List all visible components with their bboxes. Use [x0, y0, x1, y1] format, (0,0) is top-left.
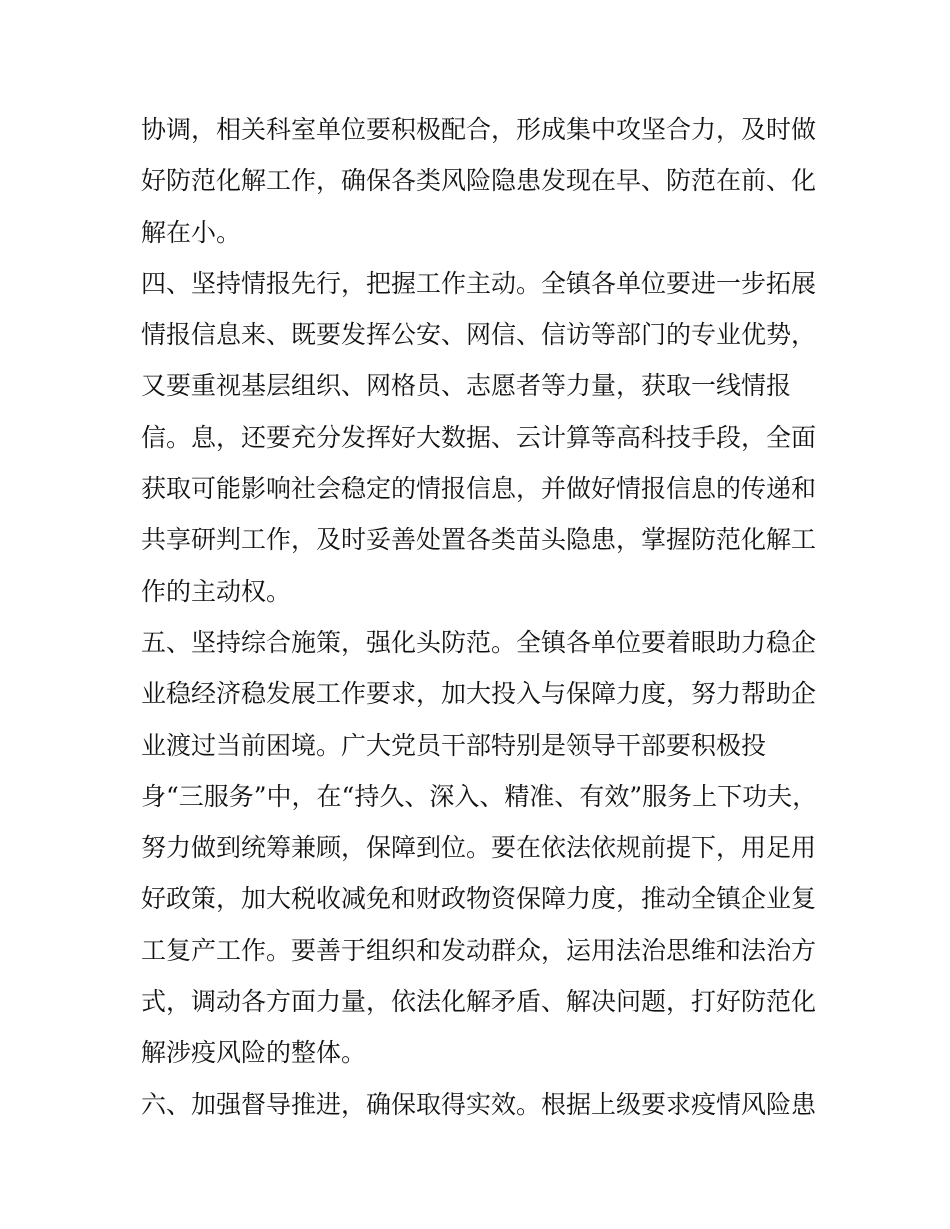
- text-line: 五、坚持综合施策，强化头防范。全镇各单位要着眼助力稳企: [141, 627, 817, 657]
- text-line: 式，调动各方面力量，依法化解矛盾、解决问题，打好防范化: [141, 987, 817, 1017]
- text-line: 六、加强督导推进，确保取得实效。根据上级要求疫情风险患: [141, 1089, 817, 1119]
- text-line: 作的主动权。: [141, 576, 292, 606]
- text-line: 业稳经济稳发展工作要求，加大投入与保障力度，努力帮助企: [141, 679, 817, 709]
- text-line: 努力做到统筹兼顾，保障到位。要在依法依规前提下，用足用: [141, 833, 817, 863]
- body-text: [141, 104, 821, 1130]
- text-line: 获取可能影响社会稳定的情报信息，并做好情报信息的传递和: [141, 474, 817, 504]
- text-line: 情报信息来、既要发挥公安、网信、信访等部门的专业优势，: [141, 320, 817, 350]
- text-line: 又要重视基层组织、网格员、志愿者等力量，获取一线情报: [141, 371, 792, 401]
- text-line: 解在小。: [141, 217, 242, 247]
- text-line: 好防范化解工作，确保各类风险隐患发现在早、防范在前、化: [141, 166, 817, 196]
- text-line: 好政策，加大税收减免和财政物资保障力度，推动全镇企业复: [141, 884, 817, 914]
- text-line: 四、坚持情报先行，把握工作主动。全镇各单位要进一步拓展: [141, 268, 817, 298]
- text-line: 身“三服务”中，在“持久、深入、精准、有效”服务上下功夫，: [141, 781, 818, 811]
- text-line: 共享研判工作，及时妥善处置各类苗头隐患，掌握防范化解工: [141, 525, 817, 555]
- text-line: 协调，相关科室单位要积极配合，形成集中攻坚合力，及时做: [141, 115, 817, 144]
- text-line: 信。息，还要充分发挥好大数据、云计算等高科技手段，全面: [141, 422, 817, 452]
- text-line: 工复产工作。要善于组织和发动群众，运用法治思维和法治方: [141, 935, 817, 965]
- text-line: 解涉疫风险的整体。: [141, 1038, 367, 1068]
- text-line: 业渡过当前困境。广大党员干部特别是领导干部要积极投: [141, 730, 767, 760]
